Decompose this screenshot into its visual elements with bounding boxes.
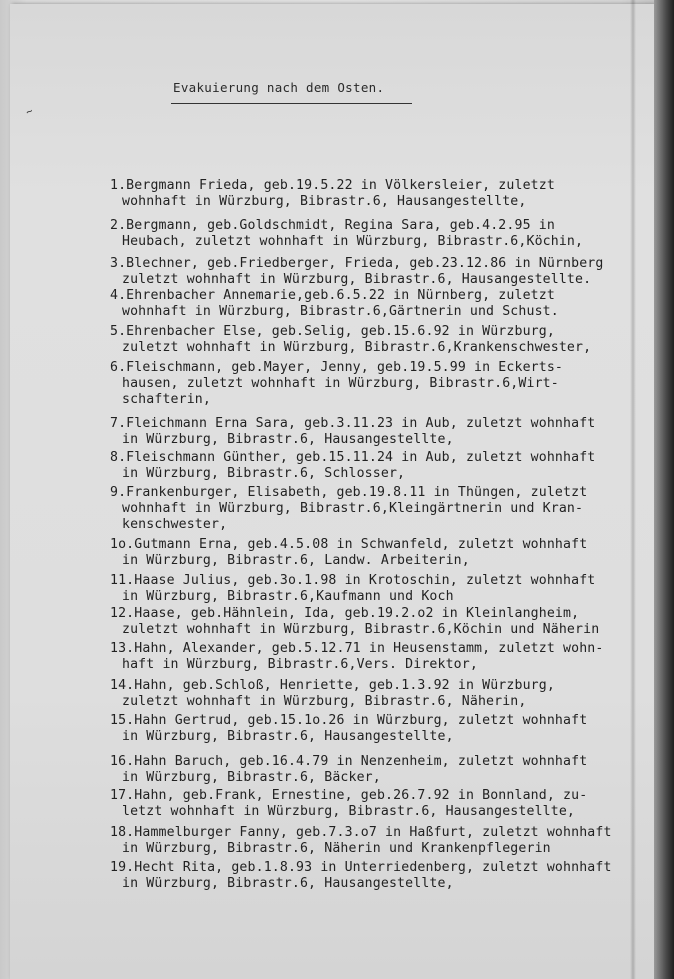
- list-entry: [110, 324, 650, 356]
- list-entry: [110, 218, 650, 250]
- entry-line: 11.Haase Julius, geb.3o.1.98 in Krotoschin, zuletzt wohnhaft: [110, 573, 596, 588]
- list-entry: [110, 416, 650, 448]
- list-entry: [110, 256, 650, 288]
- entry-line: hausen, zuletzt wohnhaft in Würzburg, Bibrastr.6,Wirt-: [122, 376, 559, 391]
- list-entry: [110, 860, 650, 892]
- list-entry: [110, 450, 650, 482]
- entry-line: 3.Blechner, geb.Friedberger, Frieda, geb.23.12.86 in Nürnberg: [110, 256, 604, 271]
- list-entry: [110, 606, 650, 638]
- entry-line: 12.Haase, geb.Hähnlein, Ida, geb.19.2.o2 in Kleinlangheim,: [110, 606, 580, 621]
- entry-line: 16.Hahn Baruch, geb.16.4.79 in Nenzenheim, zuletzt wohnhaft: [110, 754, 588, 769]
- entry-line: haft in Würzburg, Bibrastr.6,Vers. Direktor,: [122, 657, 478, 672]
- binding-edge: [654, 0, 674, 979]
- entry-line: 19.Hecht Rita, geb.1.8.93 in Unterriedenberg, zuletzt wohnhaft: [110, 860, 612, 875]
- entry-line: zuletzt wohnhaft in Würzburg, Bibrastr.6,Krankenschwester,: [122, 340, 592, 355]
- entry-line: zuletzt wohnhaft in Würzburg, Bibrastr.6, Näherin,: [122, 694, 527, 709]
- list-entry: [110, 537, 650, 569]
- entry-line: 18.Hammelburger Fanny, geb.7.3.o7 in Haßfurt, zuletzt wohnhaft: [110, 825, 612, 840]
- entry-line: in Würzburg, Bibrastr.6, Landw. Arbeiterin,: [122, 553, 470, 568]
- entry-line: letzt wohnhaft in Würzburg, Bibrastr.6, Hausangestellte,: [122, 804, 576, 819]
- entry-line: Heubach, zuletzt wohnhaft in Würzburg, Bibrastr.6,Köchin,: [122, 234, 584, 249]
- entry-line: zuletzt wohnhaft in Würzburg, Bibrastr.6,Köchin und Näherin: [122, 622, 600, 637]
- entry-line: in Würzburg, Bibrastr.6, Hausangestellte,: [122, 729, 454, 744]
- list-entry: [110, 788, 650, 820]
- entry-line: 5.Ehrenbacher Else, geb.Selig, geb.15.6.92 in Würzburg,: [110, 324, 555, 339]
- entry-line: kenschwester,: [122, 517, 228, 532]
- list-entry: [110, 288, 650, 320]
- entry-line: wohnhaft in Würzburg, Bibrastr.6,Gärtnerin und Schust.: [122, 304, 559, 319]
- list-entry: [110, 678, 650, 710]
- entry-line: zuletzt wohnhaft in Würzburg, Bibrastr.6, Hausangestellte.: [122, 272, 592, 287]
- list-entry: [110, 178, 650, 210]
- entry-line: 1.Bergmann Frieda, geb.19.5.22 in Völkersleier, zuletzt: [110, 178, 555, 193]
- entry-line: in Würzburg, Bibrastr.6,Kaufmann und Koch: [122, 589, 454, 604]
- entry-line: in Würzburg, Bibrastr.6, Hausangestellte,: [122, 876, 454, 891]
- entry-line: 4.Ehrenbacher Annemarie,geb.6.5.22 in Nürnberg, zuletzt: [110, 288, 555, 303]
- document-heading: Evakuierung nach dem Osten.: [173, 80, 385, 95]
- entry-line: in Würzburg, Bibrastr.6, Schlosser,: [122, 466, 406, 481]
- list-entry: [110, 825, 650, 857]
- heading-underline: [171, 103, 412, 104]
- entry-line: in Würzburg, Bibrastr.6, Hausangestellte,: [122, 432, 454, 447]
- list-entry: [110, 485, 650, 533]
- entry-line: 2.Bergmann, geb.Goldschmidt, Regina Sara, geb.4.2.95 in: [110, 218, 555, 233]
- entry-line: schafterin,: [122, 392, 211, 407]
- entry-line: 13.Hahn, Alexander, geb.5.12.71 in Heusenstamm, zuletzt wohn-: [110, 641, 604, 656]
- entry-line: 9.Frankenburger, Elisabeth, geb.19.8.11 in Thüngen, zuletzt: [110, 485, 588, 500]
- entry-line: in Würzburg, Bibrastr.6, Bäcker,: [122, 770, 381, 785]
- entry-line: 6.Fleischmann, geb.Mayer, Jenny, geb.19.5.99 in Eckerts-: [110, 360, 564, 375]
- entry-line: wohnhaft in Würzburg, Bibrastr.6, Hausangestellte,: [122, 194, 527, 209]
- margin-pencil-mark: ~: [23, 104, 36, 119]
- entry-line: in Würzburg, Bibrastr.6, Näherin und Krankenpflegerin: [122, 841, 551, 856]
- entry-line: 8.Fleischmann Günther, geb.15.11.24 in Aub, zuletzt wohnhaft: [110, 450, 596, 465]
- list-entry: [110, 754, 650, 786]
- entry-line: 17.Hahn, geb.Frank, Ernestine, geb.26.7.92 in Bonnland, zu-: [110, 788, 588, 803]
- list-entry: [110, 360, 650, 408]
- list-entry: [110, 573, 650, 605]
- list-entry: [110, 641, 650, 673]
- entry-line: wohnhaft in Würzburg, Bibrastr.6,Kleingärtnerin und Kran-: [122, 501, 584, 516]
- entry-line: 15.Hahn Gertrud, geb.15.1o.26 in Würzburg, zuletzt wohnhaft: [110, 713, 588, 728]
- entry-line: 1o.Gutmann Erna, geb.4.5.08 in Schwanfeld, zuletzt wohnhaft: [110, 537, 588, 552]
- list-entry: [110, 713, 650, 745]
- entry-line: 7.Fleichmann Erna Sara, geb.3.11.23 in Aub, zuletzt wohnhaft: [110, 416, 596, 431]
- entry-line: 14.Hahn, geb.Schloß, Henriette, geb.1.3.92 in Würzburg,: [110, 678, 555, 693]
